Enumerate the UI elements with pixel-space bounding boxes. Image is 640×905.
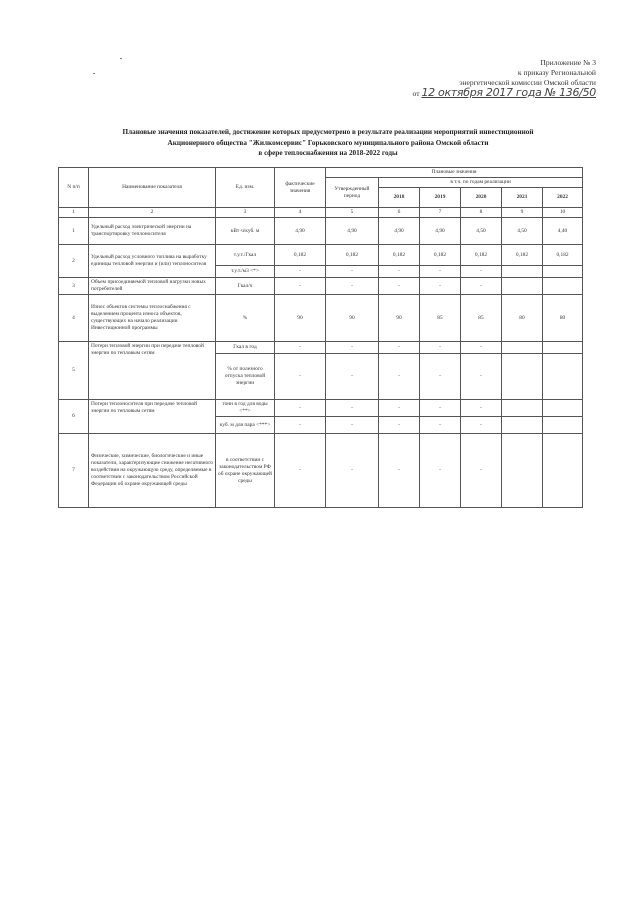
value-cell: 0,182 bbox=[543, 245, 583, 266]
col-number: 9 bbox=[502, 208, 543, 218]
value-cell: 0,182 bbox=[420, 245, 461, 266]
title-line: Плановые значения показателей, достижение которых предусмотрено в результате реализации мероприятий инвестиционной bbox=[122, 128, 534, 136]
appendix-line: энергетической комиссии Омской области bbox=[459, 78, 596, 87]
value-cell: - bbox=[461, 342, 502, 354]
value-cell: - bbox=[326, 400, 379, 417]
title-line: Акционерного общества "Жилкомсервис" Горьковского муниципального района Омской области bbox=[167, 138, 489, 147]
value-cell: - bbox=[420, 266, 461, 278]
value-cell: - bbox=[420, 278, 461, 295]
value-cell: - bbox=[326, 342, 379, 354]
value-cell: - bbox=[326, 266, 379, 278]
empty-cell bbox=[543, 342, 583, 354]
row-num: 3 bbox=[59, 278, 89, 295]
value-cell: 0,182 bbox=[326, 245, 379, 266]
value-cell: - bbox=[379, 354, 420, 400]
col-number: 8 bbox=[461, 208, 502, 218]
value-cell: - bbox=[326, 278, 379, 295]
header-approved: Утвержденный период bbox=[326, 178, 379, 208]
value-cell: - bbox=[379, 342, 420, 354]
table-row bbox=[59, 342, 583, 354]
value-cell: 0,182 bbox=[502, 245, 543, 266]
row-name: Удельный расход электрической энергии на транспортировку теплоносителя bbox=[89, 218, 216, 245]
empty-cell bbox=[543, 266, 583, 278]
handwritten-date: 12 октября 2017 года № 136/50 bbox=[421, 86, 596, 99]
value-cell: 80 bbox=[543, 295, 583, 342]
header-year: 2019 bbox=[420, 188, 461, 208]
table-row bbox=[59, 218, 583, 245]
value-cell: - bbox=[326, 434, 379, 508]
empty-cell bbox=[502, 342, 543, 354]
value-cell: - bbox=[461, 354, 502, 400]
row-unit: тонн в год для воды <**> bbox=[216, 400, 275, 417]
scan-speck bbox=[120, 58, 122, 59]
column-number-row bbox=[59, 208, 583, 218]
value-cell: - bbox=[420, 417, 461, 434]
row-name: Износ объектов системы теплоснабжения с выделением процента износа объектов, существующих на начало реализации Инвестиционной программы bbox=[89, 295, 216, 342]
row-name: Удельный расход условного топлива на выработку единицы тепловой энергии и (или) теплоносителя bbox=[89, 245, 216, 278]
row-unit: % от полезного отпуска тепловой энергии bbox=[216, 354, 275, 400]
value-cell: 80 bbox=[502, 295, 543, 342]
col-number: 3 bbox=[216, 208, 275, 218]
row-num: 4 bbox=[59, 295, 89, 342]
value-cell: 4,50 bbox=[461, 218, 502, 245]
row-name: Потери теплоносителя при передаче тепловой энергии по тепловым сетям bbox=[89, 400, 216, 434]
empty-cell bbox=[502, 417, 543, 434]
row-unit: % bbox=[216, 295, 275, 342]
value-cell: - bbox=[420, 342, 461, 354]
header-num: N п/п bbox=[59, 168, 89, 208]
value-cell: 85 bbox=[461, 295, 502, 342]
appendix-line: к приказу Региональной bbox=[517, 68, 596, 77]
value-cell: - bbox=[461, 278, 502, 295]
empty-cell bbox=[502, 354, 543, 400]
empty-cell bbox=[543, 354, 583, 400]
row-num: 1 bbox=[59, 218, 89, 245]
table-row bbox=[59, 434, 583, 508]
header-year: 2021 bbox=[502, 188, 543, 208]
header-by-years: в т.ч. по годам реализации bbox=[379, 178, 583, 188]
value-cell: 4,40 bbox=[543, 218, 583, 245]
col-number: 7 bbox=[420, 208, 461, 218]
value-cell: 0,182 bbox=[461, 245, 502, 266]
row-unit: т.у.т./м3 <*> bbox=[216, 266, 275, 278]
header-planned: Плановые значения bbox=[326, 168, 583, 178]
value-cell: - bbox=[379, 400, 420, 417]
value-cell: - bbox=[275, 266, 326, 278]
col-number: 10 bbox=[543, 208, 583, 218]
header-year: 2022 bbox=[543, 188, 583, 208]
col-number: 5 bbox=[326, 208, 379, 218]
value-cell: 4,90 bbox=[420, 218, 461, 245]
appendix-line: Приложение № 3 bbox=[540, 58, 596, 67]
value-cell: 90 bbox=[326, 295, 379, 342]
date-prefix: от bbox=[412, 89, 420, 98]
value-cell: - bbox=[275, 278, 326, 295]
value-cell: - bbox=[275, 354, 326, 400]
value-cell: - bbox=[379, 266, 420, 278]
empty-cell bbox=[502, 266, 543, 278]
row-name: Потери тепловой энергии при передаче тепловой энергии по тепловым сетям bbox=[89, 342, 216, 400]
value-cell: - bbox=[275, 434, 326, 508]
value-cell: 90 bbox=[275, 295, 326, 342]
row-unit: кВт·ч/куб. м bbox=[216, 218, 275, 245]
value-cell: - bbox=[420, 400, 461, 417]
value-cell: 0,182 bbox=[275, 245, 326, 266]
empty-cell bbox=[502, 278, 543, 295]
indicators-table bbox=[58, 167, 583, 508]
empty-cell bbox=[502, 400, 543, 417]
header-row bbox=[59, 168, 583, 178]
value-cell: - bbox=[461, 417, 502, 434]
table-row bbox=[59, 400, 583, 417]
value-cell: 4,90 bbox=[326, 218, 379, 245]
empty-cell bbox=[543, 400, 583, 417]
value-cell: - bbox=[326, 417, 379, 434]
row-name: Объем присоединяемой тепловой нагрузки новых потребителей bbox=[89, 278, 216, 295]
empty-cell bbox=[543, 434, 583, 508]
value-cell: - bbox=[275, 417, 326, 434]
value-cell: - bbox=[461, 266, 502, 278]
row-num: 2 bbox=[59, 245, 89, 278]
value-cell: - bbox=[420, 354, 461, 400]
value-cell: - bbox=[420, 434, 461, 508]
document-title bbox=[58, 127, 598, 159]
col-number: 6 bbox=[379, 208, 420, 218]
appendix-date-line bbox=[413, 88, 596, 99]
col-number: 1 bbox=[59, 208, 89, 218]
value-cell: 4,50 bbox=[502, 218, 543, 245]
value-cell: 90 bbox=[379, 295, 420, 342]
value-cell: - bbox=[461, 434, 502, 508]
value-cell: 4,90 bbox=[379, 218, 420, 245]
col-number: 4 bbox=[275, 208, 326, 218]
table-row bbox=[59, 278, 583, 295]
value-cell: - bbox=[275, 342, 326, 354]
value-cell: - bbox=[461, 400, 502, 417]
col-number: 2 bbox=[89, 208, 216, 218]
empty-cell bbox=[502, 434, 543, 508]
header-unit: Ед. изм. bbox=[216, 168, 275, 208]
row-unit: Гкал в год bbox=[216, 342, 275, 354]
scan-speck bbox=[93, 73, 95, 74]
appendix-block bbox=[413, 58, 596, 99]
row-name: Физические, химические, биологические и иные показатели, характеризующие снижение негативного воздействия на окружающую среду, определяемые в соответствии с законодательством Российской Федерации об охране окружающей среды bbox=[89, 434, 216, 508]
header-actual: фактические значения bbox=[275, 168, 326, 208]
value-cell: - bbox=[275, 400, 326, 417]
row-unit: куб. м для пара <***> bbox=[216, 417, 275, 434]
value-cell: 85 bbox=[420, 295, 461, 342]
row-unit: т.у.т./Гкал bbox=[216, 245, 275, 266]
header-year: 2018 bbox=[379, 188, 420, 208]
table-row bbox=[59, 295, 583, 342]
value-cell: 0,182 bbox=[379, 245, 420, 266]
value-cell: - bbox=[326, 354, 379, 400]
row-num: 6 bbox=[59, 400, 89, 434]
header-year: 2020 bbox=[461, 188, 502, 208]
table-row bbox=[59, 245, 583, 266]
title-line: в сфере теплоснабжения на 2018-2022 годы bbox=[258, 149, 398, 157]
row-num: 5 bbox=[59, 342, 89, 400]
header-name: Наименование показателя bbox=[89, 168, 216, 208]
value-cell: 4,90 bbox=[275, 218, 326, 245]
row-unit: Гкал/ч bbox=[216, 278, 275, 295]
value-cell: - bbox=[379, 434, 420, 508]
row-num: 7 bbox=[59, 434, 89, 508]
empty-cell bbox=[543, 417, 583, 434]
row-unit: в соответствии с законодательством РФ об охране окружающей среды bbox=[216, 434, 275, 508]
value-cell: - bbox=[379, 278, 420, 295]
empty-cell bbox=[543, 278, 583, 295]
value-cell: - bbox=[379, 417, 420, 434]
